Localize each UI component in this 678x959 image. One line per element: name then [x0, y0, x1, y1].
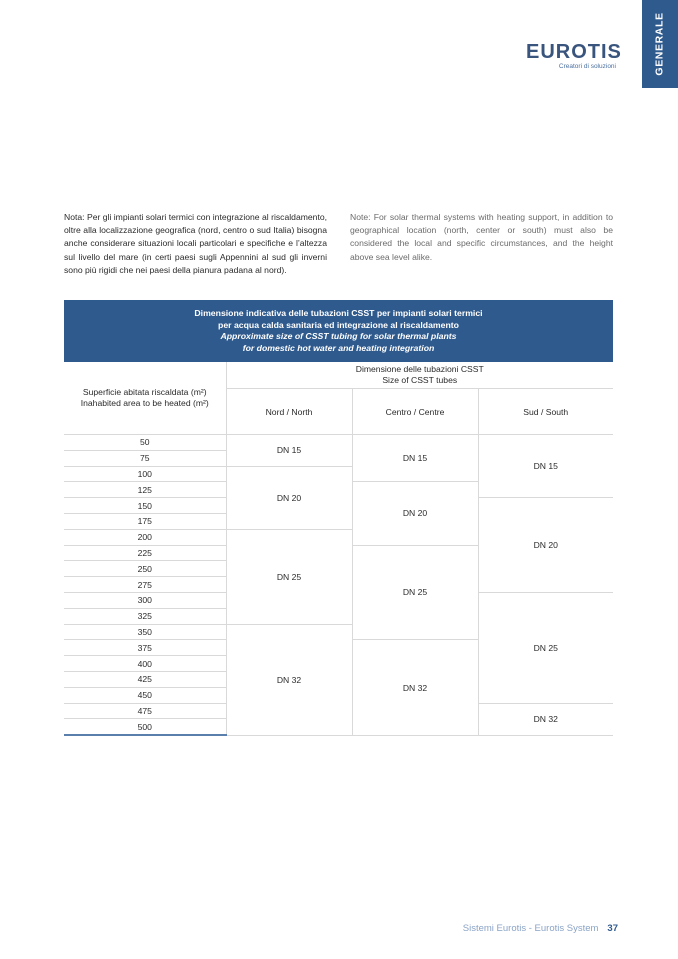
table-row	[64, 435, 613, 451]
brand-logo	[526, 41, 622, 70]
area-cell: 500	[64, 719, 226, 735]
csst-header-en: Size of CSST tubes	[382, 375, 458, 385]
area-cell: 275	[64, 577, 226, 593]
area-cell: 250	[64, 561, 226, 577]
south-size-cell: DN 25	[478, 592, 613, 703]
centre-size-cell: DN 20	[352, 482, 478, 545]
north-size-cell: DN 32	[226, 624, 352, 735]
csst-header-it: Dimensione delle tubazioni CSST	[355, 364, 484, 374]
column-header-centre: Centro / Centre	[352, 389, 478, 435]
area-header-en: Inahabited area to be heated (m²)	[80, 398, 209, 408]
centre-size-cell: DN 15	[352, 435, 478, 482]
area-cell: 50	[64, 435, 226, 451]
area-cell: 475	[64, 703, 226, 719]
area-cell: 300	[64, 592, 226, 608]
north-size-cell: DN 25	[226, 529, 352, 624]
table-title-it-line1: Dimensione indicativa delle tubazioni CSST per impianti solari termici	[194, 308, 483, 318]
column-header-south: Sud / South	[478, 389, 613, 435]
north-size-cell: DN 20	[226, 466, 352, 529]
area-cell: 200	[64, 529, 226, 545]
south-size-cell: DN 20	[478, 498, 613, 593]
area-column-header	[64, 362, 226, 435]
south-size-cell: DN 32	[478, 703, 613, 735]
csst-group-header	[226, 362, 613, 389]
note-italian: Nota: Per gli impianti solari termici con integrazione al riscaldamento, oltre alla localizzazione geografica (nord, centro o sud Italia) bisogna anche considerare situazioni locali particolari e specifiche e l’altezza sul livello del mare (in certi paesi sugli Appennini al sud gli inverni sono più rigidi che nei paesi della pianura padana al nord).	[64, 212, 327, 275]
note-english: Note: For solar thermal systems with heating support, in addition to geographical location (north, center or south) must also be considered the local and specific circumstances, and the height above sea level alike.	[350, 212, 613, 262]
area-cell: 400	[64, 656, 226, 672]
area-cell: 450	[64, 687, 226, 703]
area-cell: 375	[64, 640, 226, 656]
area-cell: 425	[64, 671, 226, 687]
page-footer	[0, 923, 618, 934]
area-cell: 150	[64, 498, 226, 514]
table-title-banner	[64, 300, 613, 362]
area-cell: 175	[64, 513, 226, 529]
area-cell: 350	[64, 624, 226, 640]
table-title-it-line2: per acqua calda sanitaria ed integrazione al riscaldamento	[218, 319, 459, 330]
footer-text: Sistemi Eurotis - Eurotis System	[462, 923, 599, 934]
centre-size-cell: DN 32	[352, 640, 478, 735]
logo-tagline: Creatori di soluzioni	[558, 63, 616, 70]
area-cell: 100	[64, 466, 226, 482]
column-header-north: Nord / North	[226, 389, 352, 435]
area-cell: 125	[64, 482, 226, 498]
csst-size-table	[64, 362, 613, 736]
area-cell: 75	[64, 450, 226, 466]
logo-wordmark: EUROTIS	[526, 41, 622, 63]
section-tab-label: GENERALE	[654, 12, 667, 76]
area-cell: 225	[64, 545, 226, 561]
south-size-cell: DN 15	[478, 435, 613, 498]
area-cell: 325	[64, 608, 226, 624]
north-size-cell: DN 15	[226, 435, 352, 467]
centre-size-cell: DN 25	[352, 545, 478, 640]
table-title-en-line2: for domestic hot water and heating integration	[242, 342, 435, 353]
table-header-row	[64, 362, 613, 389]
area-header-it: Superficie abitata riscaldata (m²)	[82, 387, 207, 397]
table-title-en-line1: Approximate size of CSST tubing for solar thermal plants	[220, 331, 457, 341]
page-number: 37	[607, 923, 618, 934]
section-tab	[642, 0, 678, 88]
